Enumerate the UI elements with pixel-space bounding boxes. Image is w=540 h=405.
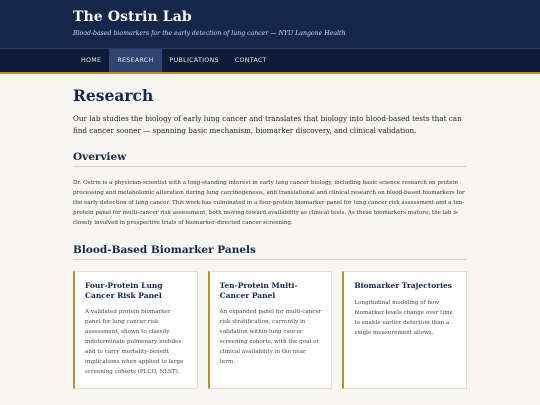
main-nav bbox=[0, 48, 540, 74]
nav-item-research[interactable]: RESEARCH bbox=[109, 49, 161, 72]
nav-item-publications[interactable]: PUBLICATIONS bbox=[169, 57, 219, 64]
intro-paragraph: Our lab studies the biology of early lung cancer and translates that biology into blood-based tests that can find cancer sooner — spanning basic mechanism, biomarker discovery, and clinical validation. bbox=[73, 114, 462, 135]
site-title[interactable]: The Ostrin Lab bbox=[73, 9, 192, 25]
panel-card-body: Longitudinal modeling of how biomarker levels change over time to enable earlier detection than a single measurement allows. bbox=[354, 299, 453, 336]
panel-card-title: Biomarker Trajectories bbox=[354, 281, 452, 290]
panels-heading: Blood-Based Biomarker Panels bbox=[73, 244, 467, 260]
panel-card-ten-protein bbox=[208, 271, 333, 389]
overview-heading: Overview bbox=[73, 151, 467, 167]
page-title: Research bbox=[73, 86, 154, 105]
overview-paragraph: Dr. Ostrin is a physician-scientist with a long-standing interest in early lung cancer biology, including basic science research on protein processing and metabolomic alteration during lung carcinogenesis, and translational and clinical research on blood-based biomarkers for the early detection of lung cancer. This work has culminated in a four-protein biomarker panel for lung cancer risk assessment and a ten-protein panel for multi-cancer risk assessment, both moving toward availability as clinical tests. As these biomarkers mature, the lab is closely involved in prospective trials of biomarker-directed cancer screening. bbox=[73, 180, 465, 226]
main-content bbox=[73, 86, 467, 389]
panel-cards bbox=[73, 271, 467, 389]
panel-card-title: Ten-Protein Multi-Cancer Panel bbox=[219, 281, 298, 300]
panel-card-body: A validated protein biomarker panel for lung cancer risk assessment, shown to classify indeterminate pulmonary nodules and to carry mortality-benefit implications when applied to large screening cohorts (PLCO, NLST). bbox=[85, 309, 184, 375]
panel-card-trajectories bbox=[342, 271, 467, 389]
site-tagline: Blood-based biomarkers for the early detection of lung cancer — NYU Langone Health bbox=[73, 30, 346, 37]
nav-item-contact[interactable]: CONTACT bbox=[234, 57, 267, 64]
nav-item-home[interactable]: HOME bbox=[81, 57, 102, 64]
panel-card-body: An expanded panel for multi-cancer risk stratification, currently in validation within lung cancer screening cohorts, with the goal of clinical availability in the near term. bbox=[219, 309, 322, 365]
panel-card-title: Four-Protein Lung Cancer Risk Panel bbox=[85, 281, 163, 300]
panel-card-four-protein bbox=[73, 271, 198, 389]
site-header bbox=[0, 0, 540, 48]
